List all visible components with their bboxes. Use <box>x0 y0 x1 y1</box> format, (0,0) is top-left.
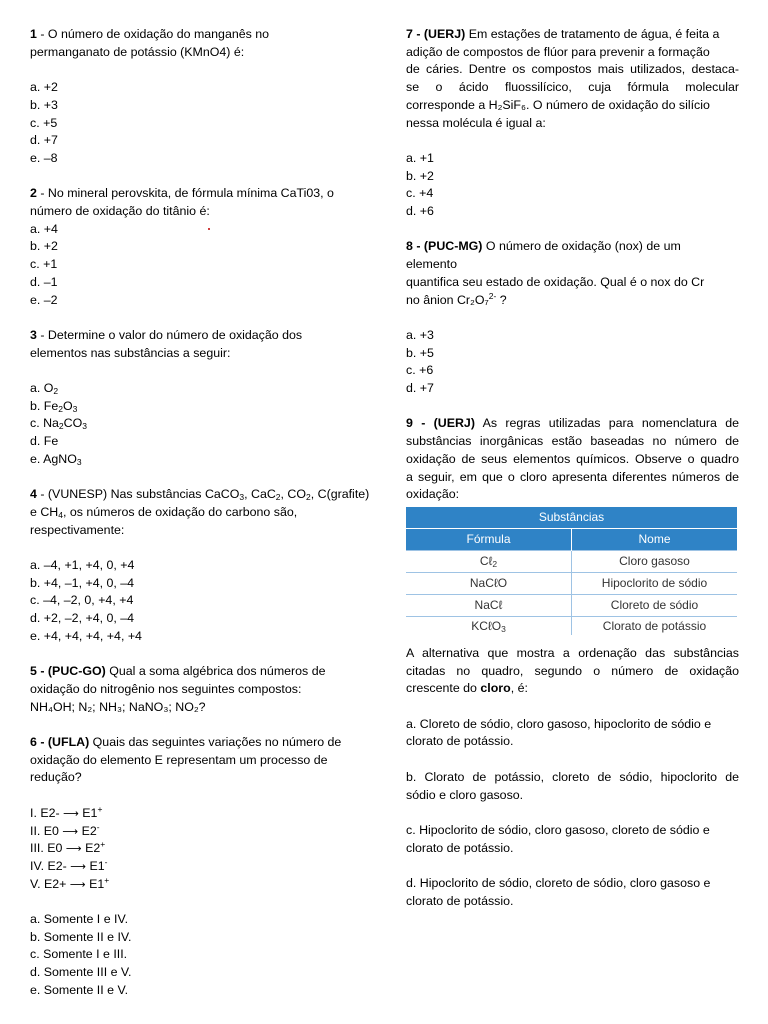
item-ii: II. E0 ⟶ E2- <box>30 821 100 838</box>
question-number: 8 <box>406 239 413 254</box>
name-cell: Hipoclorito de sódio <box>572 572 738 594</box>
table-row <box>406 550 737 572</box>
right-arrow-icon: ⟶ <box>65 842 82 856</box>
question-text: NH₄OH; N₂; NH₃; NaNO₃; NO₂? <box>30 699 206 714</box>
question-text: se o ácido fluossilícico, cuja fórmula molecular <box>406 80 739 95</box>
question-text: quantifica seu estado de oxidação. Qual é o nox do Cr <box>406 274 705 289</box>
option-c: c. $Na_2CO_3$ <box>30 416 87 432</box>
option-d: d. +7 <box>406 381 434 396</box>
left-column <box>30 26 372 1000</box>
option-a: a. –4, +1, +4, 0, +4 <box>30 558 135 572</box>
question-9 <box>406 415 739 910</box>
table-row <box>406 616 737 635</box>
question-source: - (UERJ) <box>421 416 475 431</box>
table-title: Substâncias <box>406 507 737 529</box>
question-text: A alternativa que mostra a ordenação das substâncias <box>406 645 739 660</box>
option-c: c. Somente I e III. <box>30 947 128 962</box>
option-d: d. Hipoclorito de sódio, cloreto de sódio, cloro gasoso e clorato de potássio. <box>406 876 711 908</box>
question-text: Qual a soma algébrica dos números de <box>109 664 326 679</box>
question-text: crescente do cloro, é: <box>406 681 528 696</box>
question-number: 1 <box>30 27 37 41</box>
option-b: b. +5 <box>406 345 434 360</box>
question-text: - Determine o valor do número de oxidação dos <box>40 327 303 342</box>
option-c: c. +5 <box>30 115 58 130</box>
option-c: c. Hipoclorito de sódio, cloro gasoso, cloreto de sódio e clorato de potássio. <box>406 822 710 855</box>
question-1 <box>30 26 372 168</box>
question-text: - No mineral perovskita, de fórmula mínima CaTi03, o <box>40 186 334 201</box>
option-b: b. +2 <box>406 168 434 183</box>
question-text: substâncias inorgânicas estão baseadas no número de <box>406 434 739 449</box>
question-3 <box>30 327 372 469</box>
question-7 <box>406 26 739 221</box>
question-text: Em estações de tratamento de água, é feita a <box>468 27 720 41</box>
name-cell: Cloro gasoso <box>572 550 738 572</box>
option-a: a. +3 <box>406 327 434 342</box>
name-cell: Cloreto de sódio <box>572 594 738 616</box>
question-number: 6 <box>30 735 37 749</box>
option-c: c. +4 <box>406 186 434 201</box>
formula-cell: Cℓ$_2$ <box>406 550 572 572</box>
item-i: I. E2- ⟶ E1+ <box>30 803 103 820</box>
option-e: e. Somente II e V. <box>30 982 129 997</box>
formula-cell: KCℓO$_3$ <box>406 616 572 635</box>
question-4: 4 - (VUNESP) Nas substâncias CaCO$_3$, CaC$_2$, $CO_2$, C(grafite) e $CH_4$, os números de oxidação do carbono são, respectivamente: a. –4, +1, +4, 0, +4 b. +4, –1, +4, 0, –4 c. –4, –2, 0, +4, +4 d. +2, –2, +4, 0, –4 e. +4, +4, +4, +4, +4 <box>30 486 372 645</box>
question-text: Quais das seguintes variações no número de <box>92 735 342 749</box>
option-d: d. –1 <box>30 274 58 289</box>
question-text: citadas no quadro, segundo o número de oxidação <box>406 663 739 678</box>
question-number: 3 <box>30 327 37 342</box>
option-e: e. –2 <box>30 292 58 307</box>
question-text: a seguir, em que o cloro apresenta diferentes números de <box>406 469 739 484</box>
item-iv: IV. E2- ⟶ E1- <box>30 856 108 873</box>
option-b: b. Somente II e IV. <box>30 929 132 944</box>
question-6 <box>30 734 372 1000</box>
item-v: V. E2+ ⟶ E1+ <box>30 874 110 891</box>
right-arrow-icon: ⟶ <box>69 877 86 891</box>
option-d: d. +2, –2, +4, 0, –4 <box>30 611 135 626</box>
table-row <box>406 572 737 594</box>
question-text: respectivamente: <box>30 522 125 537</box>
option-a: a. +2 <box>30 80 58 95</box>
right-arrow-icon: ⟶ <box>63 806 79 820</box>
question-text: no ânion Cr₂O₇$^{2-}$ ? <box>406 290 507 307</box>
question-text: número de oxidação do titânio é: <box>30 204 210 218</box>
question-source: - (UERJ) <box>416 27 466 41</box>
option-d: d. Fe <box>30 434 59 449</box>
question-text: adição de compostos de flúor para prevenir a formação <box>406 44 710 59</box>
option-b: b. Clorato de potássio, cloreto de sódio, hipoclorito de sódio e cloro gasoso. <box>406 769 739 802</box>
substances-table <box>406 507 737 635</box>
question-text: elementos nas substâncias a seguir: <box>30 345 231 360</box>
question-source: - (VUNESP) <box>40 487 108 502</box>
option-d: d. +7 <box>30 133 58 148</box>
question-number: 9 <box>406 416 413 431</box>
right-column <box>406 26 739 910</box>
question-5 <box>30 663 372 716</box>
option-b: b. +4, –1, +4, 0, –4 <box>30 575 135 590</box>
question-text: nessa molécula é igual a: <box>406 115 546 130</box>
question-2 <box>30 185 372 309</box>
right-arrow-icon: ⟶ <box>62 824 79 838</box>
column-header-name: Nome <box>572 528 738 550</box>
option-e: e. AgNO$_3$ <box>30 451 82 467</box>
column-header-formula: Fórmula <box>406 528 572 550</box>
question-text: As regras utilizadas para nomenclatura de <box>482 416 739 431</box>
option-b: b. $Fe_2O_3$ <box>30 398 78 414</box>
question-text: de cáries. Dentre os compostos mais utilizados, destaca- <box>406 62 739 77</box>
question-text: O número de oxidação (nox) de um <box>485 239 681 254</box>
option-c: c. –4, –2, 0, +4, +4 <box>30 593 134 608</box>
option-e: e. –8 <box>30 150 58 165</box>
option-a: a. $O_2$ <box>30 381 59 396</box>
question-number: 2 <box>30 186 37 201</box>
question-source: - (PUC-MG) <box>416 239 483 254</box>
option-b: b. +2 <box>30 239 58 254</box>
question-8 <box>406 238 739 397</box>
option-c: c. +1 <box>30 257 58 272</box>
question-source: - (UFLA) <box>40 735 90 749</box>
option-c: c. +6 <box>406 363 434 378</box>
option-a: a. +4 <box>30 221 58 236</box>
question-source: - (PUC-GO) <box>40 664 106 679</box>
question-text: oxidação de seus elementos químicos. Observe o quadro <box>406 451 739 466</box>
option-d: d. +6 <box>406 204 434 219</box>
question-text: redução? <box>30 770 82 785</box>
question-text: corresponde a H₂SiF₆. O número de oxidação do silício <box>406 97 710 112</box>
question-text: elemento <box>406 257 457 272</box>
question-text: permanganato de potássio (KMnO4) é: <box>30 44 245 59</box>
formula-cell: NaCℓ <box>406 594 572 616</box>
formula-cell: NaCℓO <box>406 572 572 594</box>
question-text: - O número de oxidação do manganês no <box>40 27 270 41</box>
table-row <box>406 594 737 616</box>
right-arrow-icon: ⟶ <box>70 859 86 873</box>
question-text: oxidação do elemento E representam um processo de <box>30 752 328 767</box>
option-a: a. Somente I e IV. <box>30 912 129 926</box>
question-text: oxidação: <box>406 487 460 502</box>
question-number: 7 <box>406 27 413 41</box>
name-cell: Clorato de potássio <box>572 616 738 635</box>
option-a: a. +1 <box>406 150 434 165</box>
question-text: oxidação do nitrogênio nos seguintes compostos: <box>30 681 302 696</box>
option-d: d. Somente III e V. <box>30 965 132 980</box>
item-iii: III. E0 ⟶ E2+ <box>30 839 106 856</box>
option-e: e. +4, +4, +4, +4, +4 <box>30 628 142 643</box>
question-number: 4 <box>30 487 37 502</box>
question-number: 5 <box>30 664 37 679</box>
option-a: a. Cloreto de sódio, cloro gasoso, hipoclorito de sódio e clorato de potássio. <box>406 716 712 749</box>
option-b: b. +3 <box>30 97 58 112</box>
